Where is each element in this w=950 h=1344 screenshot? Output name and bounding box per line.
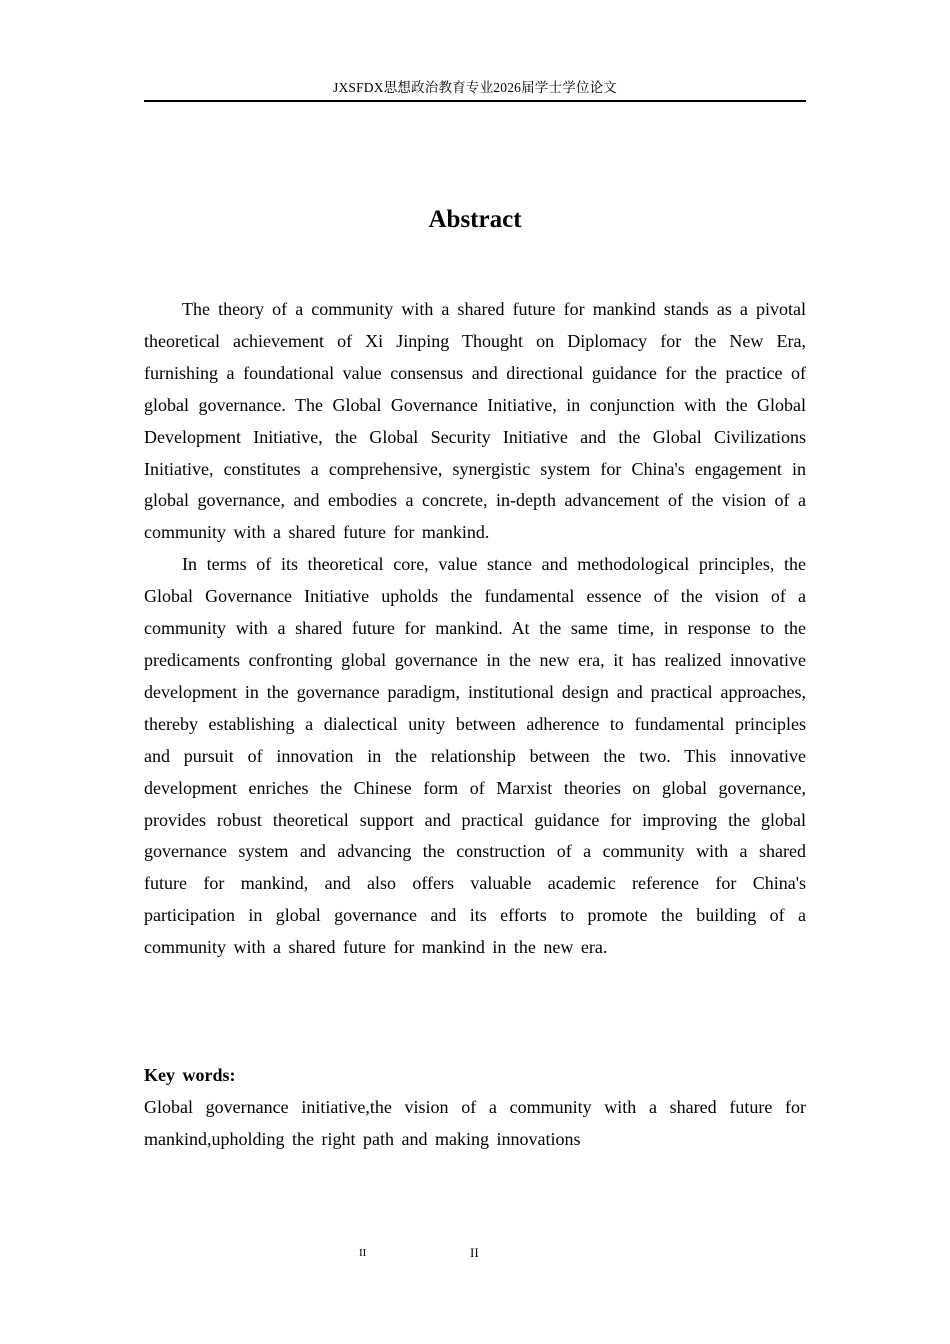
abstract-paragraph-1: The theory of a community with a shared future for mankind stands as a pivotal theoretical achievement of Xi Jinping Thought on Diplomacy for the New Era, furnishing a foundational value consensus and directional guidance for the practice of global governance. The Global Governance Initiative, in conjunction with the Global Development Initiative, the Global Security Initiative and the Global Civilizations Initiative, constitutes a comprehensive, synergistic system for China's engagement in global governance, and embodies a concrete, in-depth advancement of the vision of a community with a shared future for mankind.: [144, 299, 806, 543]
abstract-title: Abstract: [428, 206, 522, 233]
keywords-text: Global governance initiative,the vision of a community with a shared future for mankind,upholding the right path and making innovations: [144, 1096, 806, 1149]
header-rule: [144, 100, 806, 102]
page-number: II: [470, 1245, 479, 1260]
abstract-body: [144, 294, 806, 964]
running-header: JXSFDX思想政治教育专业2026届学士学位论文: [332, 80, 618, 95]
keywords-label: Key words:: [144, 1065, 236, 1085]
abstract-paragraph-2: In terms of its theoretical core, value stance and methodological principles, the Global Governance Initiative upholds the fundamental essence of the vision of a community with a shared future for mankind. At the same time, in response to the predicaments confronting global governance in the new era, it has realized innovative development in the governance paradigm, institutional design and practical approaches, thereby establishing a dialectical unity between adherence to fundamental principles and pursuit of innovation in the relationship between the two. This innovative development enriches the Chinese form of Marxist theories on global governance, provides robust theoretical support and practical guidance for improving the global governance system and advancing the construction of a community with a shared future for mankind, and also offers valuable academic reference for China's participation in global governance and its efforts to promote the building of a community with a shared future for mankind in the new era.: [144, 554, 806, 958]
page-number-field-code: II: [359, 1247, 367, 1259]
keywords-section: [144, 1060, 806, 1156]
